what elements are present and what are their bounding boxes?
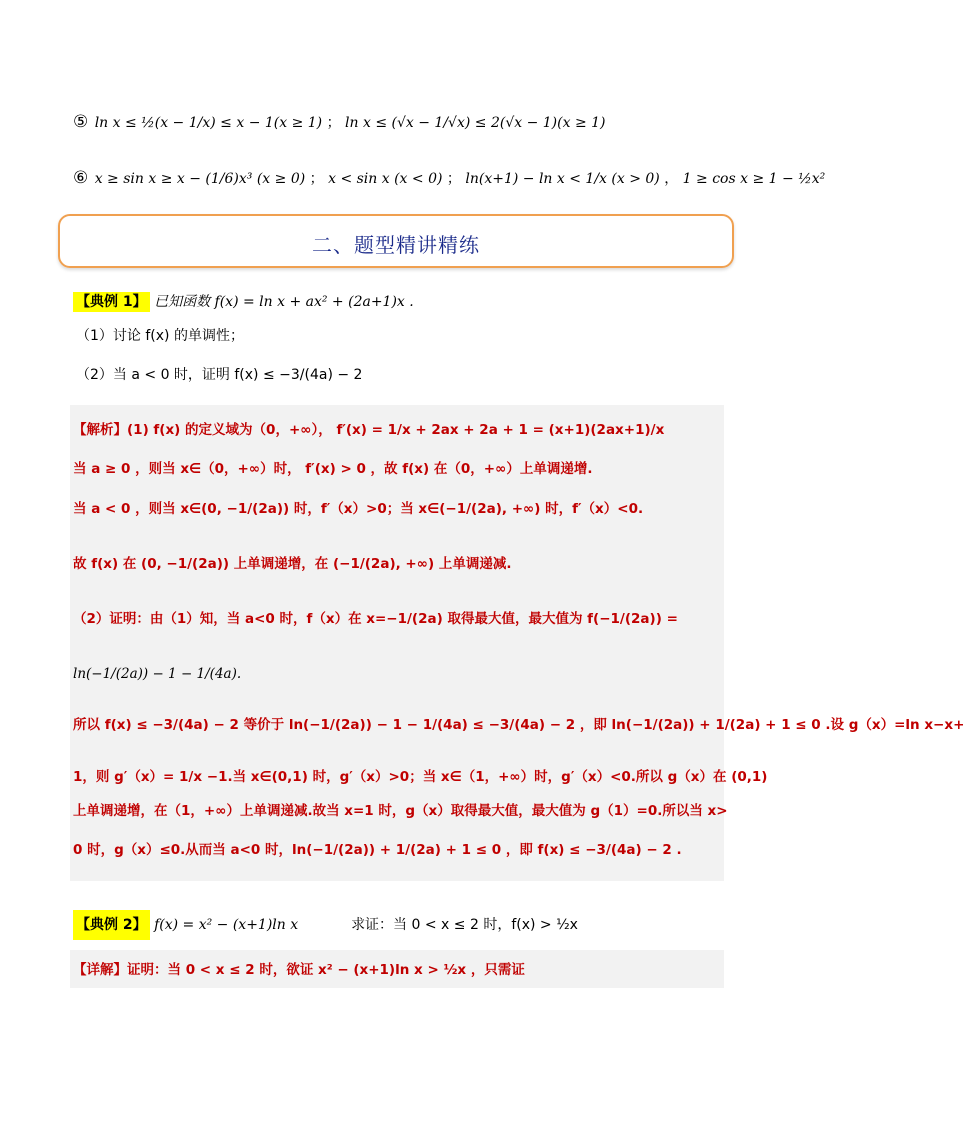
solution-1-line-10: 0 时，g（x）≤0.从而当 a<0 时，ln(−1/(2a)) + 1/(2a) + 1 ≤ 0 ，即 f(x) ≤ −3/(4a) − 2 .	[73, 842, 682, 858]
example-1-stem	[73, 292, 414, 312]
solution-1-line-8: 1，则 g′（x）= 1/x −1.当 x∈(0,1) 时，g′（x）>0；当 x∈（1，+∞）时，g′（x）<0.所以 g（x）在 (0,1)	[73, 769, 768, 785]
example-1-tag: 【典例 1】	[73, 292, 150, 312]
example-2-stem	[73, 915, 578, 935]
solution-1-line-5: （2）证明：由（1）知，当 a<0 时，f（x）在 x=−1/(2a) 取得最大值，最大值为 f(−1/(2a)) =	[73, 611, 678, 627]
formula-6: ⑥ x ≥ sin x ≥ x − (1/6)x³ (x ≥ 0) ； x < sin x (x < 0) ； ln(x+1) − ln x < 1/x (x > 0) ， 1 ≥ cos x ≥ 1 − ½x²	[73, 168, 826, 188]
solution-2-line-1: 【详解】证明：当 0 < x ≤ 2 时，欲证 x² − (x+1)ln x > ½x ，只需证	[73, 962, 525, 978]
solution-1-line-9: 上单调递增，在（1，+∞）上单调递减.故当 x=1 时，g（x）取得最大值，最大值为 g（1）=0.所以当 x>	[73, 803, 728, 819]
solution-1-line-6: ln(−1/(2a)) − 1 − 1/(4a).	[73, 666, 242, 682]
example-1-text: 已知函数 f(x) = ln x + ax² + (2a+1)x .	[154, 294, 414, 310]
example-2-claim: 求证：当 0 < x ≤ 2 时，f(x) > ½x	[351, 917, 578, 933]
formula-6-part3: ln(x+1) − ln x < 1/x (x > 0)	[465, 171, 660, 187]
circled-6: ⑥	[73, 168, 89, 188]
solution-1-line-7: 所以 f(x) ≤ −3/(4a) − 2 等价于 ln(−1/(2a)) − 1 − 1/(4a) ≤ −3/(4a) − 2 ，即 ln(−1/(2a)) + 1/(2a) + 1 ≤ 0 .设 g（x）=ln x−x+	[73, 717, 964, 733]
formula-6-part4: 1 ≥ cos x ≥ 1 − ½x²	[682, 171, 826, 187]
formula-5-part1: ln x ≤ ½(x − 1/x) ≤ x − 1(x ≥ 1)	[94, 115, 323, 131]
solution-1-line-3: 当 a < 0 ，则当 x∈(0, −1/(2a)) 时，f′（x）>0；当 x∈(−1/(2a), +∞) 时，f′（x）<0.	[73, 501, 644, 517]
example-2-function: f(x) = x² − (x+1)ln x	[154, 917, 299, 933]
section-title: 二、题型精讲精练	[312, 233, 480, 257]
formula-6-part1: x ≥ sin x ≥ x − (1/6)x³ (x ≥ 0)	[94, 171, 306, 187]
formula-5: ⑤ ln x ≤ ½(x − 1/x) ≤ x − 1(x ≥ 1) ； ln x ≤ (√x − 1/√x) ≤ 2(√x − 1)(x ≥ 1)	[73, 112, 606, 132]
formula-5-part2: ln x ≤ (√x − 1/√x) ≤ 2(√x − 1)(x ≥ 1)	[345, 115, 606, 131]
solution-1-line-1: 【解析】(1) f(x) 的定义域为（0，+∞）， f′(x) = 1/x + 2ax + 2a + 1 = (x+1)(2ax+1)/x	[73, 422, 665, 438]
example-1-q2: （2）当 a < 0 时，证明 f(x) ≤ −3/(4a) − 2	[76, 367, 363, 383]
formula-6-part2: x < sin x (x < 0)	[328, 171, 443, 187]
example-1-q1: （1）讨论 f(x) 的单调性；	[76, 328, 244, 344]
solution-1-line-4: 故 f(x) 在 (0, −1/(2a)) 上单调递增，在 (−1/(2a), +∞) 上单调递减.	[73, 556, 512, 572]
circled-5: ⑤	[73, 112, 89, 132]
solution-1-line-2: 当 a ≥ 0 ，则当 x∈（0，+∞）时， f′(x) > 0 ，故 f(x) 在（0，+∞）上单调递增.	[73, 461, 593, 477]
section-banner	[58, 214, 734, 268]
example-2-tag: 【典例 2】	[73, 910, 150, 940]
